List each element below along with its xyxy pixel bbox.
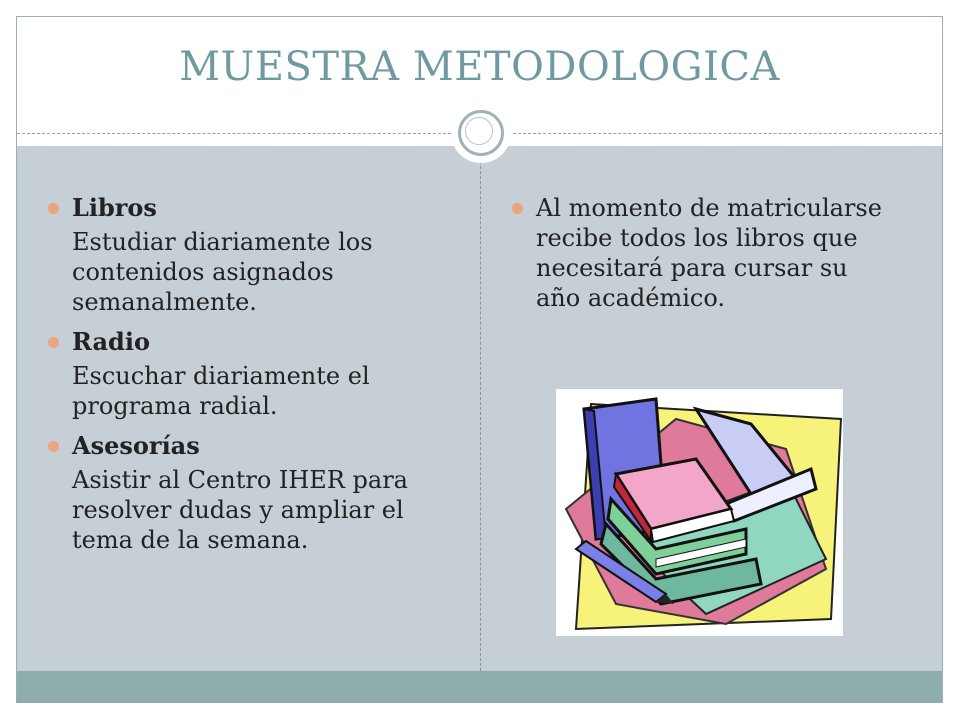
item-body: Asistir al Centro IHER para resolver dudas y ampliar el tema de la semana. [72, 466, 408, 554]
list-item-libros [48, 193, 458, 317]
footer-band [17, 671, 942, 703]
item-heading: Asesorías [72, 431, 200, 460]
item-heading: Radio [72, 327, 150, 356]
column-divider [480, 146, 481, 671]
item-body: Al momento de matricularse recibe todos los libros que necesitará para cursar su año académico. [536, 194, 882, 312]
bullet-icon [48, 441, 59, 452]
list-item-matricula [512, 193, 892, 313]
right-column [512, 193, 892, 313]
item-body: Escuchar diariamente el programa radial. [72, 362, 370, 420]
bullet-icon [512, 203, 523, 214]
list-item-asesorias [48, 431, 458, 555]
item-heading: Libros [72, 193, 157, 222]
books-illustration [556, 389, 843, 636]
slide-title: MUESTRA METODOLOGICA [179, 44, 780, 90]
books-clipart-icon [556, 389, 843, 636]
left-column [48, 193, 458, 565]
ornament-inner-ring [465, 117, 493, 145]
item-body: Estudiar diariamente los contenidos asignados semanalmente. [72, 228, 373, 316]
bullet-icon [48, 337, 59, 348]
list-item-radio [48, 327, 458, 421]
bullet-icon [48, 203, 59, 214]
